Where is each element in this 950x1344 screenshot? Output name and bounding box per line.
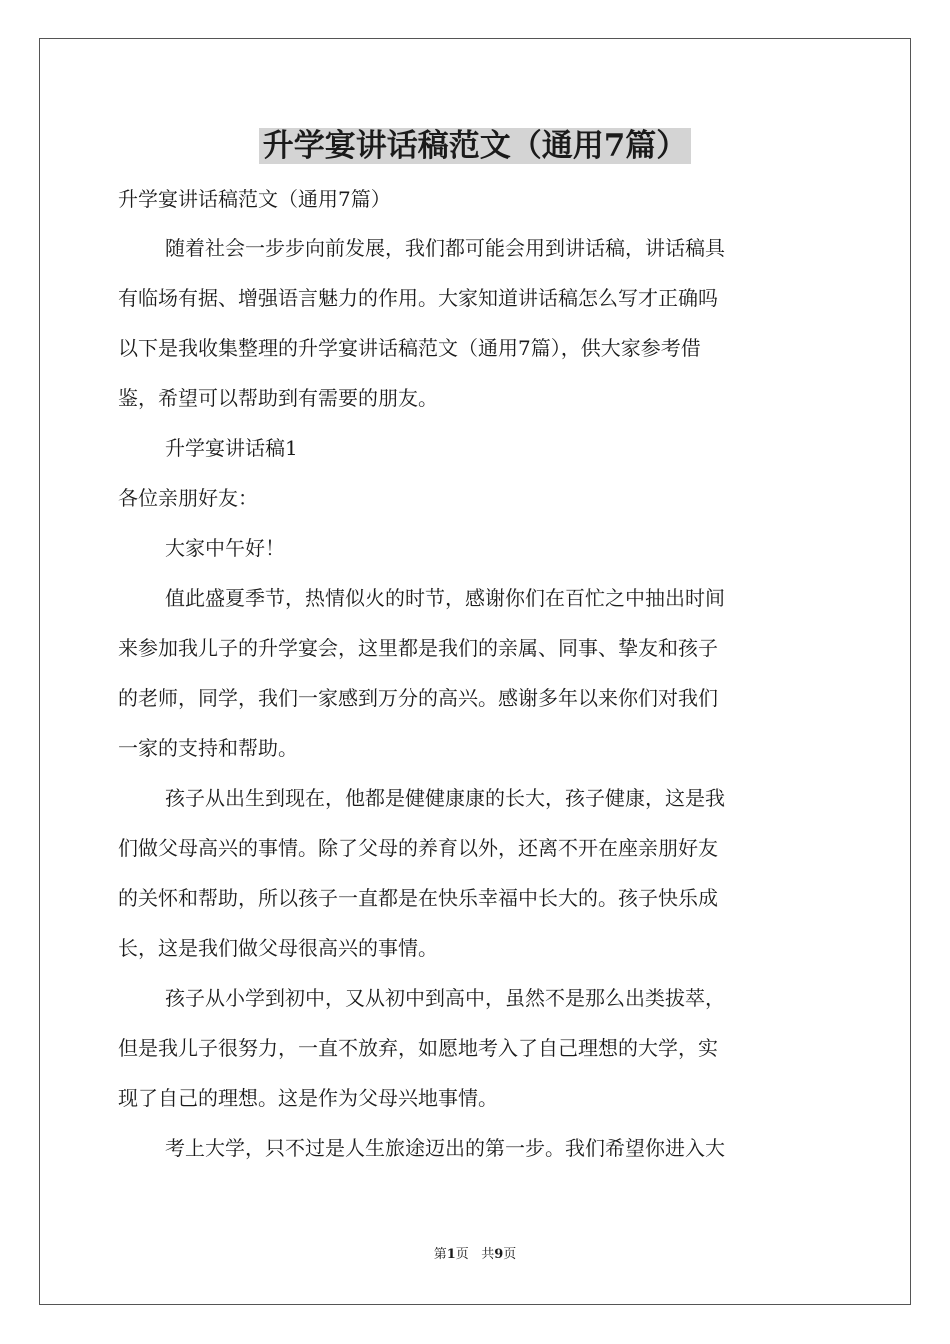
- paragraph-1-line-1: 值此盛夏季节，热情似火的时节，感谢你们在百忙之中抽出时间: [165, 586, 725, 610]
- footer-total-suffix: 页: [503, 1247, 517, 1262]
- footer-page-total: 9: [494, 1247, 504, 1262]
- paragraph-2-line-3: 的关怀和帮助，所以孩子一直都是在快乐幸福中长大的。孩子快乐成: [118, 886, 718, 910]
- paragraph-3-line-1: 孩子从小学到初中，又从初中到高中，虽然不是那么出类拔萃，: [165, 986, 725, 1010]
- paragraph-2-line-1: 孩子从出生到现在，他都是健健康康的长大，孩子健康，这是我: [165, 786, 725, 810]
- intro-line-2: 有临场有据、增强语言魅力的作用。大家知道讲话稿怎么写才正确吗: [118, 286, 718, 310]
- footer-total-prefix: 共: [481, 1247, 495, 1262]
- paragraph-3-line-3: 现了自己的理想。这是作为父母兴地事情。: [118, 1086, 498, 1110]
- intro-line-4: 鉴，希望可以帮助到有需要的朋友。: [118, 386, 438, 410]
- paragraph-1-line-3: 的老师，同学，我们一家感到万分的高兴。感谢多年以来你们对我们: [118, 686, 718, 710]
- paragraph-1-line-2: 来参加我儿子的升学宴会，这里都是我们的亲属、同事、挚友和孩子: [118, 636, 718, 660]
- document-title-text: 升学宴讲话稿范文（通用7篇）: [259, 128, 692, 164]
- paragraph-2-line-4: 长，这是我们做父母很高兴的事情。: [118, 936, 438, 960]
- paragraph-2-line-2: 们做父母高兴的事情。除了父母的养育以外，还离不开在座亲朋好友: [118, 836, 718, 860]
- paragraph-1-line-4: 一家的支持和帮助。: [118, 736, 298, 760]
- paragraph-4-line-1: 考上大学，只不过是人生旅途迈出的第一步。我们希望你进入大: [165, 1136, 725, 1160]
- page-footer: [0, 1245, 950, 1265]
- document-title: [0, 124, 950, 168]
- salutation-line: 各位亲朋好友：: [118, 486, 258, 510]
- section-heading-1: 升学宴讲话稿1: [165, 436, 298, 460]
- intro-line-3: 以下是我收集整理的升学宴讲话稿范文（通用7篇），供大家参考借: [118, 336, 701, 360]
- footer-page-suffix: 页: [455, 1247, 469, 1262]
- footer-page-prefix: 第: [433, 1247, 447, 1262]
- footer-page-current: 1: [446, 1247, 456, 1262]
- page-border: [39, 38, 911, 1305]
- subtitle-line: 升学宴讲话稿范文（通用7篇）: [118, 187, 391, 211]
- greeting-line: 大家中午好！: [165, 536, 285, 560]
- intro-line-1: 随着社会一步步向前发展，我们都可能会用到讲话稿，讲话稿具: [165, 236, 725, 260]
- paragraph-3-line-2: 但是我儿子很努力，一直不放弃，如愿地考入了自己理想的大学，实: [118, 1036, 718, 1060]
